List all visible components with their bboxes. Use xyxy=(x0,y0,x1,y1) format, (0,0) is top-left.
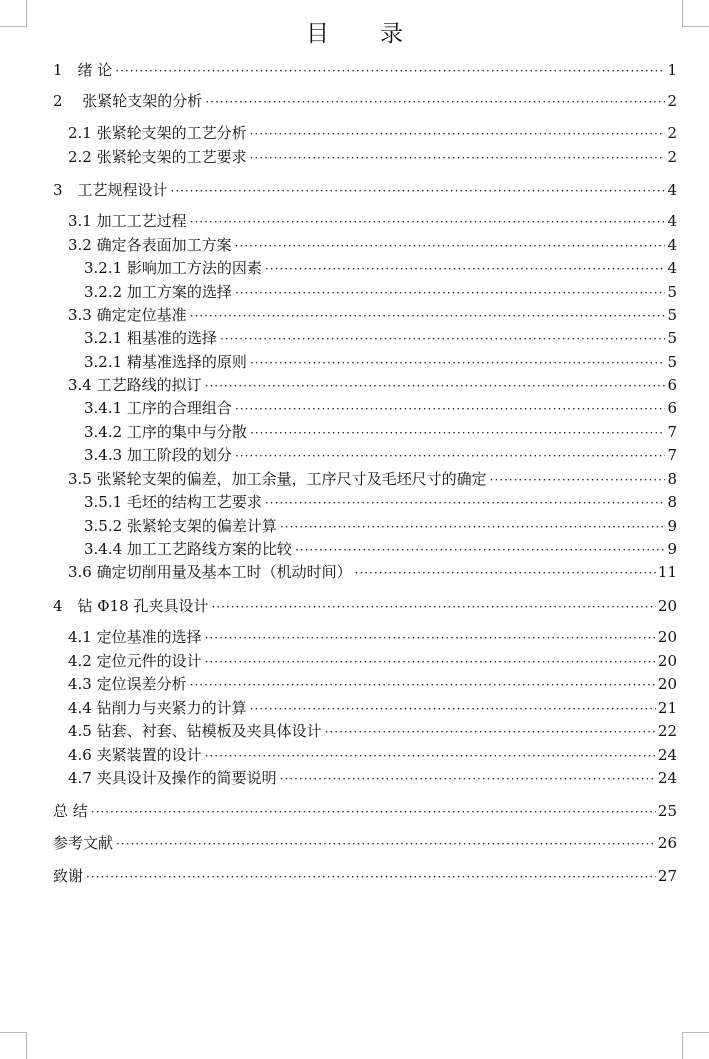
toc-entry-title: 3.3 确定定位基准 xyxy=(68,306,187,324)
toc-entry[interactable] xyxy=(84,398,677,419)
toc-dot-leader xyxy=(205,376,666,396)
toc-page-number: 26 xyxy=(657,834,677,852)
toc-dot-leader xyxy=(235,283,666,303)
toc-dot-leader xyxy=(220,329,666,349)
toc-entry[interactable] xyxy=(84,422,677,443)
toc-entry-title: 参考文献 xyxy=(53,834,114,852)
toc-dot-leader xyxy=(355,563,656,583)
toc-entry[interactable] xyxy=(84,328,677,349)
toc-dot-leader xyxy=(265,259,666,279)
toc-entry[interactable] xyxy=(68,768,677,789)
toc-dot-leader xyxy=(280,769,656,789)
toc-page-number: 27 xyxy=(657,867,677,885)
toc-page-number: 5 xyxy=(667,306,677,324)
toc-entry-title: 4.2 定位元件的设计 xyxy=(68,652,202,670)
toc-entry[interactable] xyxy=(68,235,677,256)
toc-entry-title: 4.4 钻削力与夹紧力的计算 xyxy=(68,699,247,717)
page-title: 目 录 xyxy=(306,21,417,47)
toc-entry-title: 3.4.3 加工阶段的划分 xyxy=(84,446,232,464)
toc-entry[interactable] xyxy=(84,282,677,303)
toc-entry[interactable] xyxy=(68,562,677,583)
toc-entry[interactable] xyxy=(68,147,677,168)
toc-page-number: 4 xyxy=(667,259,677,277)
toc-page-number: 4 xyxy=(667,236,677,254)
toc-entry-title: 3.4.1 工序的合理组合 xyxy=(84,399,232,417)
toc-entry-title: 3.4.2 工序的集中与分散 xyxy=(84,423,247,441)
toc-page-number: 24 xyxy=(657,746,677,764)
toc-entry[interactable] xyxy=(84,258,677,279)
toc-entry-title: 3.2.2 加工方案的选择 xyxy=(84,283,232,301)
toc-entry-title: 3.2.1 粗基准的选择 xyxy=(84,329,217,347)
toc-page-number: 8 xyxy=(667,470,677,488)
toc-page-number: 5 xyxy=(667,329,677,347)
toc-entry[interactable] xyxy=(68,123,677,144)
toc-page-number: 21 xyxy=(657,699,677,717)
toc-entry[interactable] xyxy=(53,801,677,822)
toc-dot-leader xyxy=(280,517,666,537)
toc-page-number: 20 xyxy=(657,597,677,615)
toc-page-number: 2 xyxy=(667,92,677,110)
toc-entry[interactable] xyxy=(68,627,677,648)
toc-entry-title: 2.2 张紧轮支架的工艺要求 xyxy=(68,148,247,166)
toc-dot-leader xyxy=(211,597,655,617)
toc-entry[interactable] xyxy=(68,375,677,396)
toc-entry-title: 3.4.4 加工工艺路线方案的比较 xyxy=(84,540,292,558)
toc-entry-title: 3 工艺规程设计 xyxy=(53,181,168,199)
toc-entry[interactable] xyxy=(53,833,677,854)
toc-entry[interactable] xyxy=(68,674,677,695)
toc-entry-title: 4.5 钻套、衬套、钻模板及夹具体设计 xyxy=(68,722,322,740)
toc-dot-leader xyxy=(205,746,656,766)
toc-dot-leader xyxy=(295,540,666,560)
toc-entry[interactable] xyxy=(68,211,677,232)
toc-entry[interactable] xyxy=(53,60,677,81)
toc-entry-title: 4 钻 Φ18 孔夹具设计 xyxy=(53,597,209,615)
toc-dot-leader xyxy=(265,493,666,513)
toc-dot-leader xyxy=(235,236,666,256)
toc-dot-leader xyxy=(115,61,665,81)
toc-dot-leader xyxy=(205,92,665,112)
toc-entry[interactable] xyxy=(84,352,677,373)
toc-page-number: 11 xyxy=(657,563,677,581)
toc-page-number: 6 xyxy=(667,376,677,394)
toc-entry[interactable] xyxy=(68,698,677,719)
toc-dot-leader xyxy=(205,652,656,672)
toc-entry[interactable] xyxy=(68,721,677,742)
toc-page-number: 7 xyxy=(667,423,677,441)
toc-dot-leader xyxy=(86,867,656,887)
toc-entry[interactable] xyxy=(84,492,677,513)
toc-dot-leader xyxy=(205,628,656,648)
toc-entry[interactable] xyxy=(53,596,677,617)
toc-entry-title: 4.1 定位基准的选择 xyxy=(68,628,202,646)
toc-entry-title: 3.4 工艺路线的拟订 xyxy=(68,376,202,394)
toc-entry[interactable] xyxy=(68,305,677,326)
toc-dot-leader xyxy=(250,124,666,144)
toc-entry[interactable] xyxy=(68,651,677,672)
toc-entry-title: 4.6 夹紧装置的设计 xyxy=(68,746,202,764)
toc-dot-leader xyxy=(250,423,666,443)
toc-entry-title: 3.5.2 张紧轮支架的偏差计算 xyxy=(84,517,277,535)
toc-page-number: 24 xyxy=(657,769,677,787)
toc-dot-leader xyxy=(116,834,656,854)
toc-page-number: 20 xyxy=(657,652,677,670)
toc-entry-title: 2.1 张紧轮支架的工艺分析 xyxy=(68,124,247,142)
toc-page-number: 22 xyxy=(657,722,677,740)
toc-entry[interactable] xyxy=(53,866,677,887)
toc-dot-leader xyxy=(250,148,666,168)
toc-dot-leader xyxy=(190,306,666,326)
toc-page-number: 5 xyxy=(667,283,677,301)
toc-entry[interactable] xyxy=(84,445,677,466)
toc-entry[interactable] xyxy=(68,745,677,766)
toc-entry-title: 3.2 确定各表面加工方案 xyxy=(68,236,232,254)
toc-entry-title: 4.3 定位误差分析 xyxy=(68,675,187,693)
toc-page-number: 2 xyxy=(667,148,677,166)
toc-page-number: 20 xyxy=(657,628,677,646)
toc-entry-title: 2 张紧轮支架的分析 xyxy=(53,92,203,110)
toc-dot-leader xyxy=(235,446,666,466)
toc-entry-title: 3.5.1 毛坯的结构工艺要求 xyxy=(84,493,262,511)
toc-page-number: 5 xyxy=(667,353,677,371)
toc-dot-leader xyxy=(490,470,666,490)
toc-dot-leader xyxy=(235,399,666,419)
toc-page-number: 25 xyxy=(657,802,677,820)
toc-entry[interactable] xyxy=(84,516,677,537)
toc-page-number: 7 xyxy=(667,446,677,464)
toc-dot-leader xyxy=(190,675,656,695)
toc-entry-title: 总 结 xyxy=(53,802,88,820)
toc-dot-leader xyxy=(250,699,656,719)
toc-page-number: 6 xyxy=(667,399,677,417)
toc-dot-leader xyxy=(171,181,666,201)
toc-page-number: 9 xyxy=(667,517,677,535)
toc-entry[interactable] xyxy=(68,469,677,490)
toc-entry-title: 3.2.1 影响加工方法的因素 xyxy=(84,259,262,277)
toc-entry-title: 3.1 加工工艺过程 xyxy=(68,212,187,230)
toc-dot-leader xyxy=(250,353,666,373)
toc-dot-leader xyxy=(325,722,656,742)
toc-entry-title: 致谢 xyxy=(53,867,84,885)
toc-entry-title: 4.7 夹具设计及操作的简要说明 xyxy=(68,769,277,787)
toc-entry[interactable] xyxy=(53,91,677,112)
toc-page-number: 2 xyxy=(667,124,677,142)
toc-entry-title: 1 绪 论 xyxy=(53,61,113,79)
toc-entry[interactable] xyxy=(53,180,677,201)
toc-page-number: 8 xyxy=(667,493,677,511)
toc-entry-title: 3.5 张紧轮支架的偏差，加工余量，工序尺寸及毛坯尺寸的确定 xyxy=(68,470,487,488)
toc-page-number: 9 xyxy=(667,540,677,558)
toc-dot-leader xyxy=(91,802,656,822)
toc-entry-title: 3.6 确定切削用量及基本工时（机动时间） xyxy=(68,563,352,581)
toc-page-number: 20 xyxy=(657,675,677,693)
toc-entry[interactable] xyxy=(84,539,677,560)
toc-page-number: 1 xyxy=(667,61,677,79)
toc-page-number: 4 xyxy=(667,212,677,230)
toc-dot-leader xyxy=(190,212,666,232)
toc-page-number: 4 xyxy=(667,181,677,199)
toc-entry-title: 3.2.1 精基准选择的原则 xyxy=(84,353,247,371)
